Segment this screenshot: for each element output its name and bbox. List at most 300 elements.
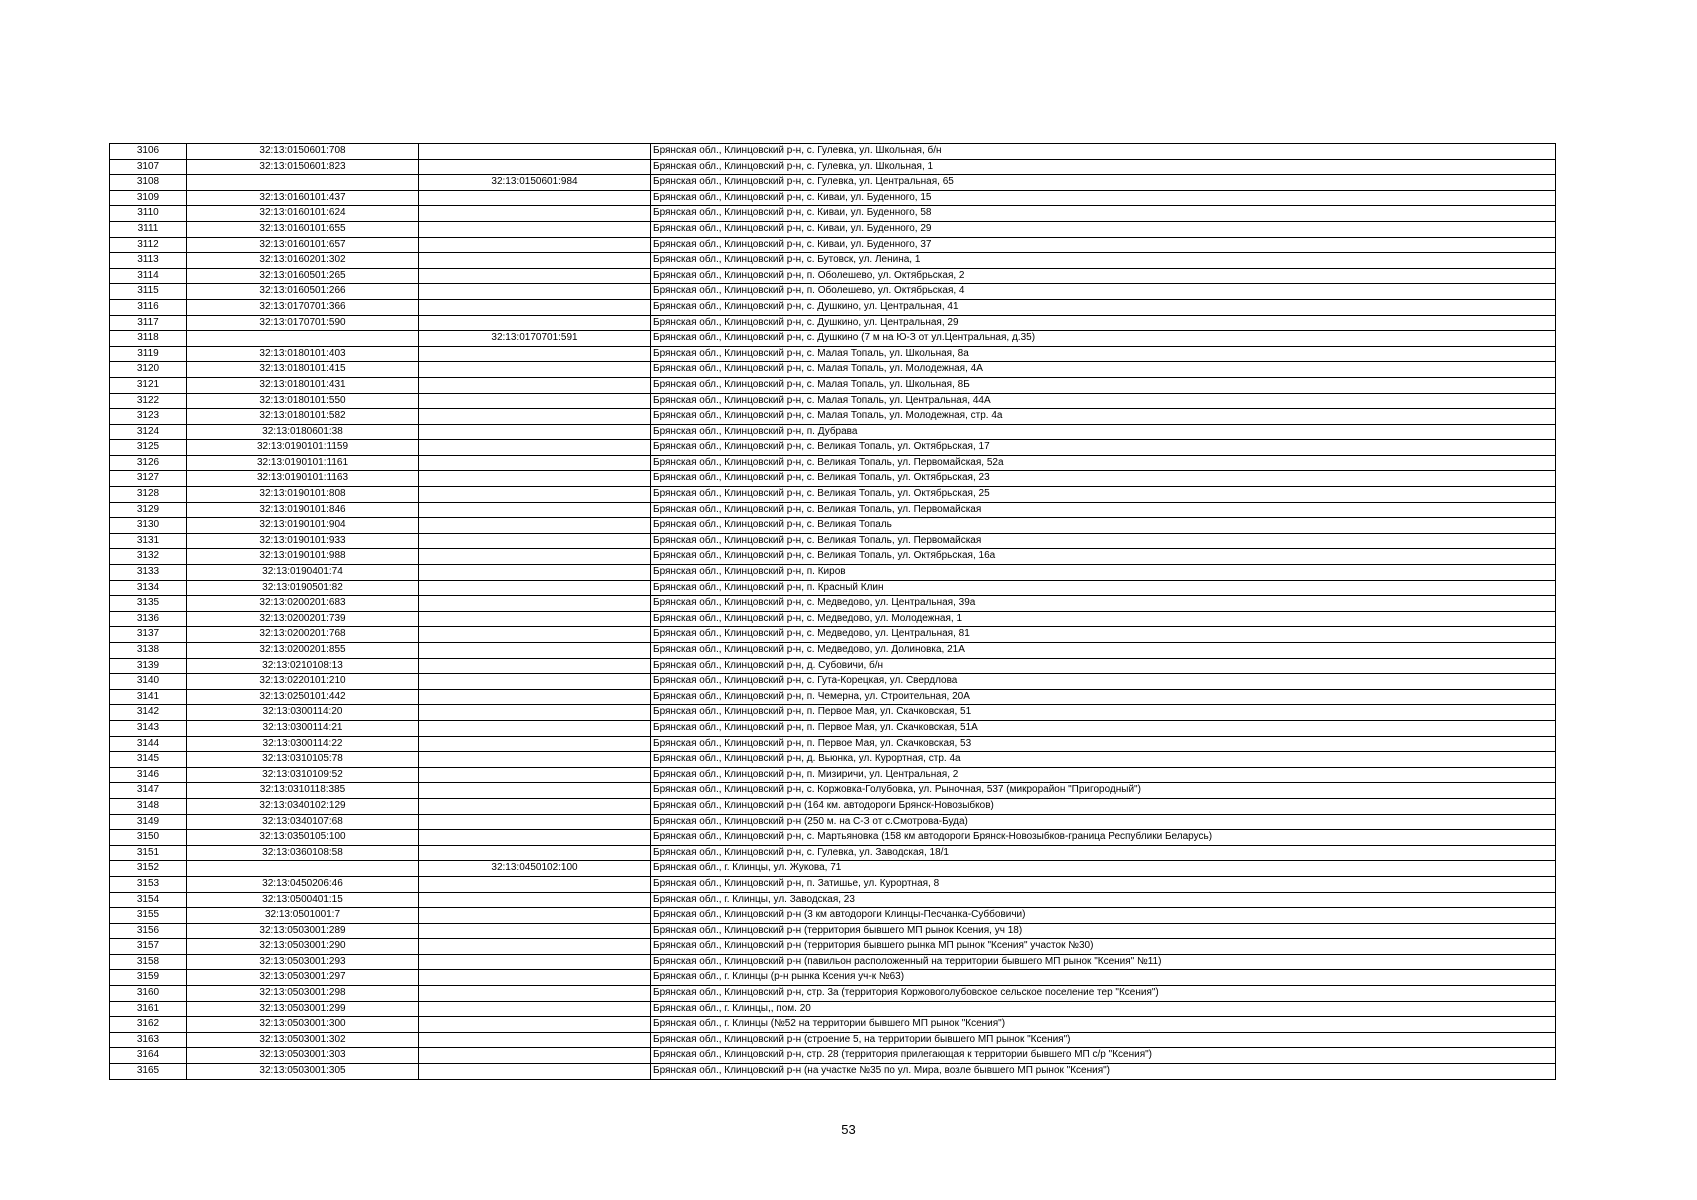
row-number-cell: 3136 [110, 611, 187, 627]
cadastral-number-alt-cell [419, 845, 651, 861]
cadastral-number-cell: 32:13:0160501:265 [187, 268, 419, 284]
cadastral-number-alt-cell [419, 190, 651, 206]
cadastral-number-alt-cell [419, 767, 651, 783]
cadastral-number-alt-cell [419, 923, 651, 939]
row-number-cell: 3159 [110, 970, 187, 986]
row-number-cell: 3150 [110, 830, 187, 846]
cadastral-number-cell: 32:13:0170701:366 [187, 299, 419, 315]
cadastral-number-alt-cell [419, 720, 651, 736]
property-table [109, 143, 1556, 1080]
cadastral-number-alt-cell: 32:13:0450102:100 [419, 861, 651, 877]
row-number-cell: 3137 [110, 627, 187, 643]
row-number-cell: 3164 [110, 1048, 187, 1064]
table-row [110, 253, 1556, 269]
row-number-cell: 3128 [110, 487, 187, 503]
cadastral-number-cell: 32:13:0190101:933 [187, 533, 419, 549]
address-cell: Брянская обл., Клинцовский р-н (3 км автодороги Клинцы-Песчанка-Суббовичи) [651, 908, 1556, 924]
address-cell: Брянская обл., Клинцовский р-н, с. Киваи, ул. Буденного, 29 [651, 221, 1556, 237]
address-cell: Брянская обл., Клинцовский р-н, с. Мартьяновка (158 км автодороги Брянск-Новозыбков-граница Республики Беларусь) [651, 830, 1556, 846]
page-number: 53 [841, 1122, 856, 1137]
table-body [110, 144, 1556, 1080]
row-number-cell: 3139 [110, 658, 187, 674]
address-cell: Брянская обл., Клинцовский р-н, с. Киваи, ул. Буденного, 58 [651, 206, 1556, 222]
cadastral-number-alt-cell [419, 876, 651, 892]
cadastral-number-cell: 32:13:0250101:442 [187, 689, 419, 705]
table-row [110, 221, 1556, 237]
row-number-cell: 3154 [110, 892, 187, 908]
address-cell: Брянская обл., Клинцовский р-н, с. Великая Топаль, ул. Первомайская [651, 533, 1556, 549]
address-cell: Брянская обл., Клинцовский р-н, с. Великая Топаль, ул. Октябрьская, 23 [651, 471, 1556, 487]
cadastral-number-alt-cell [419, 377, 651, 393]
address-cell: Брянская обл., Клинцовский р-н, с. Душкино, ул. Центральная, 29 [651, 315, 1556, 331]
address-cell: Брянская обл., Клинцовский р-н, с. Гулевка, ул. Школьная, 1 [651, 159, 1556, 175]
row-number-cell: 3147 [110, 783, 187, 799]
cadastral-number-alt-cell [419, 237, 651, 253]
cadastral-number-cell: 32:13:0190101:846 [187, 502, 419, 518]
cadastral-number-alt-cell [419, 643, 651, 659]
row-number-cell: 3108 [110, 175, 187, 191]
cadastral-number-cell [187, 861, 419, 877]
address-cell: Брянская обл., Клинцовский р-н, с. Бутовск, ул. Ленина, 1 [651, 253, 1556, 269]
cadastral-number-alt-cell [419, 144, 651, 160]
address-cell: Брянская обл., Клинцовский р-н, с. Гулевка, ул. Центральная, 65 [651, 175, 1556, 191]
cadastral-number-alt-cell [419, 424, 651, 440]
address-cell: Брянская обл., Клинцовский р-н, с. Малая Топаль, ул. Школьная, 8а [651, 346, 1556, 362]
row-number-cell: 3120 [110, 362, 187, 378]
table-row [110, 689, 1556, 705]
address-cell: Брянская обл., Клинцовский р-н, с. Великая Топаль [651, 518, 1556, 534]
address-cell: Брянская обл., г. Клинцы (№52 на территории бывшего МП рынок "Ксения") [651, 1017, 1556, 1033]
row-number-cell: 3149 [110, 814, 187, 830]
table-row [110, 362, 1556, 378]
row-number-cell: 3110 [110, 206, 187, 222]
address-cell: Брянская обл., г. Клинцы,, пом. 20 [651, 1001, 1556, 1017]
cadastral-number-cell: 32:13:0160101:437 [187, 190, 419, 206]
table-row [110, 175, 1556, 191]
address-cell: Брянская обл., Клинцовский р-н, с. Медведово, ул. Центральная, 39а [651, 596, 1556, 612]
table-row [110, 377, 1556, 393]
cadastral-number-alt-cell [419, 221, 651, 237]
cadastral-number-cell: 32:13:0180101:415 [187, 362, 419, 378]
cadastral-number-cell: 32:13:0503001:303 [187, 1048, 419, 1064]
cadastral-number-cell: 32:13:0340107:68 [187, 814, 419, 830]
address-cell: Брянская обл., Клинцовский р-н, стр. 3а (территория Коржовоголубовское сельское поселение тер "Ксения") [651, 986, 1556, 1002]
row-number-cell: 3134 [110, 580, 187, 596]
table-row [110, 923, 1556, 939]
address-cell: Брянская обл., Клинцовский р-н, с. Медведово, ул. Долиновка, 21А [651, 643, 1556, 659]
cadastral-number-cell: 32:13:0501001:7 [187, 908, 419, 924]
cadastral-number-cell: 32:13:0190101:808 [187, 487, 419, 503]
table-row [110, 954, 1556, 970]
cadastral-number-alt-cell [419, 611, 651, 627]
address-cell: Брянская обл., Клинцовский р-н, с. Медведово, ул. Молодежная, 1 [651, 611, 1556, 627]
row-number-cell: 3125 [110, 440, 187, 456]
table-row [110, 643, 1556, 659]
address-cell: Брянская обл., Клинцовский р-н (павильон расположенный на территории бывшего МП рынок "Ксения" №11) [651, 954, 1556, 970]
row-number-cell: 3146 [110, 767, 187, 783]
row-number-cell: 3143 [110, 720, 187, 736]
cadastral-number-cell: 32:13:0190101:1161 [187, 455, 419, 471]
address-cell: Брянская обл., Клинцовский р-н, п. Первое Мая, ул. Скачковская, 51 [651, 705, 1556, 721]
table-row [110, 627, 1556, 643]
cadastral-number-cell: 32:13:0190101:1163 [187, 471, 419, 487]
row-number-cell: 3123 [110, 409, 187, 425]
cadastral-number-cell: 32:13:0180101:403 [187, 346, 419, 362]
cadastral-number-cell: 32:13:0503001:300 [187, 1017, 419, 1033]
table-row [110, 268, 1556, 284]
cadastral-number-cell: 32:13:0200201:683 [187, 596, 419, 612]
cadastral-number-alt-cell [419, 409, 651, 425]
cadastral-number-cell: 32:13:0310105:78 [187, 752, 419, 768]
address-cell: Брянская обл., Клинцовский р-н (территория бывшего МП рынок Ксения, уч 18) [651, 923, 1556, 939]
table-row [110, 658, 1556, 674]
cadastral-number-cell: 32:13:0210108:13 [187, 658, 419, 674]
address-cell: Брянская обл., Клинцовский р-н, с. Коржовка-Голубовка, ул. Рыночная, 537 (микрорайон "Пригородный") [651, 783, 1556, 799]
cadastral-number-cell: 32:13:0300114:21 [187, 720, 419, 736]
row-number-cell: 3130 [110, 518, 187, 534]
cadastral-number-cell: 32:13:0360108:58 [187, 845, 419, 861]
table-row [110, 720, 1556, 736]
table-row [110, 892, 1556, 908]
address-cell: Брянская обл., г. Клинцы, ул. Заводская, 23 [651, 892, 1556, 908]
cadastral-number-cell: 32:13:0200201:768 [187, 627, 419, 643]
cadastral-number-cell: 32:13:0160501:266 [187, 284, 419, 300]
address-cell: Брянская обл., Клинцовский р-н, п. Дубрава [651, 424, 1556, 440]
table-row [110, 487, 1556, 503]
table-row [110, 549, 1556, 565]
cadastral-number-alt-cell [419, 752, 651, 768]
table-row [110, 206, 1556, 222]
cadastral-number-cell: 32:13:0300114:22 [187, 736, 419, 752]
cadastral-number-alt-cell [419, 549, 651, 565]
row-number-cell: 3114 [110, 268, 187, 284]
table-row [110, 752, 1556, 768]
row-number-cell: 3129 [110, 502, 187, 518]
row-number-cell: 3107 [110, 159, 187, 175]
cadastral-number-cell: 32:13:0220101:210 [187, 674, 419, 690]
cadastral-number-alt-cell [419, 892, 651, 908]
cadastral-number-alt-cell [419, 954, 651, 970]
cadastral-number-cell: 32:13:0150601:823 [187, 159, 419, 175]
cadastral-number-alt-cell [419, 596, 651, 612]
row-number-cell: 3126 [110, 455, 187, 471]
cadastral-number-alt-cell [419, 346, 651, 362]
cadastral-number-alt-cell [419, 798, 651, 814]
cadastral-number-cell: 32:13:0190101:988 [187, 549, 419, 565]
table-row [110, 1064, 1556, 1080]
row-number-cell: 3132 [110, 549, 187, 565]
row-number-cell: 3140 [110, 674, 187, 690]
cadastral-number-alt-cell [419, 268, 651, 284]
table-row [110, 783, 1556, 799]
cadastral-number-cell: 32:13:0450206:46 [187, 876, 419, 892]
cadastral-number-alt-cell [419, 830, 651, 846]
cadastral-number-alt-cell [419, 970, 651, 986]
address-cell: Брянская обл., Клинцовский р-н, с. Гута-Корецкая, ул. Свердлова [651, 674, 1556, 690]
address-cell: Брянская обл., Клинцовский р-н, с. Малая Топаль, ул. Молодежная, 4А [651, 362, 1556, 378]
address-cell: Брянская обл., г. Клинцы, ул. Жукова, 71 [651, 861, 1556, 877]
cadastral-number-alt-cell [419, 986, 651, 1002]
row-number-cell: 3160 [110, 986, 187, 1002]
address-cell: Брянская обл., Клинцовский р-н, с. Малая Топаль, ул. Центральная, 44А [651, 393, 1556, 409]
address-cell: Брянская обл., Клинцовский р-н, п. Первое Мая, ул. Скачковская, 51А [651, 720, 1556, 736]
table-row [110, 144, 1556, 160]
table-row [110, 876, 1556, 892]
cadastral-number-alt-cell [419, 393, 651, 409]
row-number-cell: 3133 [110, 565, 187, 581]
address-cell: Брянская обл., Клинцовский р-н, д. Вьюнка, ул. Курортная, стр. 4а [651, 752, 1556, 768]
address-cell: Брянская обл., Клинцовский р-н, с. Гулевка, ул. Заводская, 18/1 [651, 845, 1556, 861]
address-cell: Брянская обл., Клинцовский р-н (250 м. на С-З от с.Смотрова-Буда) [651, 814, 1556, 830]
cadastral-number-cell: 32:13:0190501:82 [187, 580, 419, 596]
cadastral-number-alt-cell [419, 705, 651, 721]
cadastral-number-alt-cell [419, 939, 651, 955]
address-cell: Брянская обл., Клинцовский р-н, п. Мизиричи, ул. Центральная, 2 [651, 767, 1556, 783]
cadastral-number-cell: 32:13:0200201:739 [187, 611, 419, 627]
address-cell: Брянская обл., Клинцовский р-н, с. Душкино (7 м на Ю-З от ул.Центральная, д.35) [651, 331, 1556, 347]
address-cell: Брянская обл., Клинцовский р-н, с. Великая Топаль, ул. Октябрьская, 25 [651, 487, 1556, 503]
cadastral-number-cell: 32:13:0150601:708 [187, 144, 419, 160]
table-row [110, 611, 1556, 627]
row-number-cell: 3127 [110, 471, 187, 487]
cadastral-number-cell [187, 175, 419, 191]
address-cell: Брянская обл., Клинцовский р-н, с. Великая Топаль, ул. Октябрьская, 17 [651, 440, 1556, 456]
cadastral-number-cell: 32:13:0500401:15 [187, 892, 419, 908]
table-row [110, 409, 1556, 425]
cadastral-number-cell: 32:13:0190401:74 [187, 565, 419, 581]
cadastral-number-alt-cell [419, 206, 651, 222]
address-cell: Брянская обл., Клинцовский р-н (территория бывшего рынка МП рынок "Ксения" участок №30) [651, 939, 1556, 955]
cadastral-number-cell: 32:13:0160101:624 [187, 206, 419, 222]
cadastral-number-alt-cell [419, 736, 651, 752]
cadastral-number-cell: 32:13:0310118:385 [187, 783, 419, 799]
cadastral-number-cell: 32:13:0503001:290 [187, 939, 419, 955]
cadastral-number-cell: 32:13:0160101:657 [187, 237, 419, 253]
table-row [110, 580, 1556, 596]
cadastral-number-alt-cell [419, 533, 651, 549]
cadastral-number-alt-cell [419, 440, 651, 456]
table-row [110, 518, 1556, 534]
table-row [110, 331, 1556, 347]
cadastral-number-alt-cell [419, 674, 651, 690]
table-row [110, 237, 1556, 253]
table-row [110, 440, 1556, 456]
address-cell: Брянская обл., Клинцовский р-н, п. Оболешево, ул. Октябрьская, 2 [651, 268, 1556, 284]
address-cell: Брянская обл., г. Клинцы (р-н рынка Ксения уч-к №63) [651, 970, 1556, 986]
cadastral-number-alt-cell: 32:13:0170701:591 [419, 331, 651, 347]
address-cell: Брянская обл., Клинцовский р-н (164 км. автодороги Брянск-Новозыбков) [651, 798, 1556, 814]
cadastral-number-alt-cell [419, 315, 651, 331]
cadastral-number-alt-cell [419, 471, 651, 487]
cadastral-number-cell: 32:13:0503001:305 [187, 1064, 419, 1080]
row-number-cell: 3145 [110, 752, 187, 768]
table-row [110, 908, 1556, 924]
cadastral-number-alt-cell [419, 362, 651, 378]
table-row [110, 986, 1556, 1002]
cadastral-number-cell: 32:13:0503001:289 [187, 923, 419, 939]
cadastral-number-cell: 32:13:0200201:855 [187, 643, 419, 659]
cadastral-number-alt-cell [419, 1017, 651, 1033]
table-row [110, 565, 1556, 581]
row-number-cell: 3161 [110, 1001, 187, 1017]
table-row [110, 736, 1556, 752]
cadastral-number-cell: 32:13:0160201:302 [187, 253, 419, 269]
row-number-cell: 3142 [110, 705, 187, 721]
row-number-cell: 3135 [110, 596, 187, 612]
cadastral-number-cell: 32:13:0300114:20 [187, 705, 419, 721]
cadastral-number-cell: 32:13:0180101:550 [187, 393, 419, 409]
row-number-cell: 3153 [110, 876, 187, 892]
table-row [110, 346, 1556, 362]
row-number-cell: 3124 [110, 424, 187, 440]
row-number-cell: 3118 [110, 331, 187, 347]
cadastral-number-alt-cell [419, 627, 651, 643]
row-number-cell: 3116 [110, 299, 187, 315]
address-cell: Брянская обл., Клинцовский р-н, п. Красный Клин [651, 580, 1556, 596]
table-row [110, 315, 1556, 331]
address-cell: Брянская обл., Клинцовский р-н, с. Гулевка, ул. Школьная, б/н [651, 144, 1556, 160]
row-number-cell: 3156 [110, 923, 187, 939]
cadastral-number-alt-cell [419, 1048, 651, 1064]
cadastral-number-cell [187, 331, 419, 347]
cadastral-number-cell: 32:13:0503001:302 [187, 1032, 419, 1048]
table-row [110, 798, 1556, 814]
row-number-cell: 3165 [110, 1064, 187, 1080]
cadastral-number-alt-cell [419, 518, 651, 534]
address-cell: Брянская обл., Клинцовский р-н, с. Душкино, ул. Центральная, 41 [651, 299, 1556, 315]
row-number-cell: 3141 [110, 689, 187, 705]
address-cell: Брянская обл., Клинцовский р-н, п. Киров [651, 565, 1556, 581]
cadastral-number-cell: 32:13:0350105:100 [187, 830, 419, 846]
cadastral-number-alt-cell [419, 487, 651, 503]
table-row [110, 674, 1556, 690]
table-row [110, 705, 1556, 721]
cadastral-number-cell: 32:13:0310109:52 [187, 767, 419, 783]
row-number-cell: 3117 [110, 315, 187, 331]
cadastral-number-cell: 32:13:0180101:431 [187, 377, 419, 393]
row-number-cell: 3113 [110, 253, 187, 269]
address-cell: Брянская обл., Клинцовский р-н, с. Киваи, ул. Буденного, 15 [651, 190, 1556, 206]
row-number-cell: 3115 [110, 284, 187, 300]
cadastral-number-alt-cell [419, 814, 651, 830]
address-cell: Брянская обл., Клинцовский р-н, с. Малая Топаль, ул. Школьная, 8Б [651, 377, 1556, 393]
address-cell: Брянская обл., Клинцовский р-н, с. Медведово, ул. Центральная, 81 [651, 627, 1556, 643]
cadastral-number-cell: 32:13:0180601:38 [187, 424, 419, 440]
row-number-cell: 3144 [110, 736, 187, 752]
address-cell: Брянская обл., Клинцовский р-н, п. Оболешево, ул. Октябрьская, 4 [651, 284, 1556, 300]
table-row [110, 596, 1556, 612]
row-number-cell: 3162 [110, 1017, 187, 1033]
table-row [110, 845, 1556, 861]
cadastral-number-alt-cell [419, 1064, 651, 1080]
table-row [110, 284, 1556, 300]
row-number-cell: 3151 [110, 845, 187, 861]
cadastral-number-alt-cell [419, 689, 651, 705]
cadastral-number-cell: 32:13:0160101:655 [187, 221, 419, 237]
address-cell: Брянская обл., Клинцовский р-н, с. Киваи, ул. Буденного, 37 [651, 237, 1556, 253]
address-cell: Брянская обл., Клинцовский р-н, с. Великая Топаль, ул. Первомайская, 52а [651, 455, 1556, 471]
row-number-cell: 3148 [110, 798, 187, 814]
table-row [110, 471, 1556, 487]
cadastral-number-alt-cell [419, 1001, 651, 1017]
table-row [110, 814, 1556, 830]
cadastral-number-cell: 32:13:0503001:298 [187, 986, 419, 1002]
table-row [110, 1017, 1556, 1033]
row-number-cell: 3121 [110, 377, 187, 393]
address-cell: Брянская обл., Клинцовский р-н, д. Субовичи, б/н [651, 658, 1556, 674]
row-number-cell: 3112 [110, 237, 187, 253]
cadastral-number-alt-cell [419, 908, 651, 924]
cadastral-number-alt-cell [419, 253, 651, 269]
table-row [110, 502, 1556, 518]
cadastral-number-cell: 32:13:0340102:129 [187, 798, 419, 814]
cadastral-number-alt-cell [419, 580, 651, 596]
cadastral-number-cell: 32:13:0503001:297 [187, 970, 419, 986]
cadastral-number-cell: 32:13:0503001:293 [187, 954, 419, 970]
address-cell: Брянская обл., Клинцовский р-н, с. Малая Топаль, ул. Молодежная, стр. 4а [651, 409, 1556, 425]
row-number-cell: 3109 [110, 190, 187, 206]
row-number-cell: 3106 [110, 144, 187, 160]
cadastral-number-alt-cell [419, 783, 651, 799]
address-cell: Брянская обл., Клинцовский р-н (строение 5, на территории бывшего МП рынок "Ксения") [651, 1032, 1556, 1048]
row-number-cell: 3122 [110, 393, 187, 409]
table-row [110, 830, 1556, 846]
table-row [110, 424, 1556, 440]
address-cell: Брянская обл., Клинцовский р-н, п. Чемерна, ул. Строительная, 20А [651, 689, 1556, 705]
row-number-cell: 3155 [110, 908, 187, 924]
row-number-cell: 3163 [110, 1032, 187, 1048]
cadastral-number-alt-cell [419, 284, 651, 300]
table-row [110, 1032, 1556, 1048]
address-cell: Брянская обл., Клинцовский р-н, п. Первое Мая, ул. Скачковская, 53 [651, 736, 1556, 752]
table-row [110, 455, 1556, 471]
table-row [110, 159, 1556, 175]
cadastral-number-alt-cell [419, 455, 651, 471]
row-number-cell: 3157 [110, 939, 187, 955]
cadastral-number-cell: 32:13:0170701:590 [187, 315, 419, 331]
table-row [110, 299, 1556, 315]
row-number-cell: 3111 [110, 221, 187, 237]
table-row [110, 861, 1556, 877]
cadastral-number-cell: 32:13:0180101:582 [187, 409, 419, 425]
cadastral-number-alt-cell [419, 658, 651, 674]
row-number-cell: 3119 [110, 346, 187, 362]
table-row [110, 190, 1556, 206]
cadastral-number-alt-cell [419, 299, 651, 315]
cadastral-number-alt-cell [419, 1032, 651, 1048]
cadastral-number-cell: 32:13:0190101:904 [187, 518, 419, 534]
table-row [110, 533, 1556, 549]
cadastral-number-alt-cell [419, 159, 651, 175]
address-cell: Брянская обл., Клинцовский р-н, с. Великая Топаль, ул. Октябрьская, 16а [651, 549, 1556, 565]
row-number-cell: 3131 [110, 533, 187, 549]
row-number-cell: 3138 [110, 643, 187, 659]
table-row [110, 1001, 1556, 1017]
cadastral-number-alt-cell [419, 502, 651, 518]
cadastral-number-cell: 32:13:0190101:1159 [187, 440, 419, 456]
table-row [110, 767, 1556, 783]
address-cell: Брянская обл., Клинцовский р-н, с. Великая Топаль, ул. Первомайская [651, 502, 1556, 518]
table-row [110, 970, 1556, 986]
table-row [110, 393, 1556, 409]
row-number-cell: 3152 [110, 861, 187, 877]
row-number-cell: 3158 [110, 954, 187, 970]
table-row [110, 1048, 1556, 1064]
address-cell: Брянская обл., Клинцовский р-н, п. Затишье, ул. Курортная, 8 [651, 876, 1556, 892]
address-cell: Брянская обл., Клинцовский р-н (на участке №35 по ул. Мира, возле бывшего МП рынок "Ксения") [651, 1064, 1556, 1080]
cadastral-number-alt-cell: 32:13:0150601:984 [419, 175, 651, 191]
address-cell: Брянская обл., Клинцовский р-н, стр. 28 (территория прилегающая к территории бывшего МП с/р "Ксения") [651, 1048, 1556, 1064]
